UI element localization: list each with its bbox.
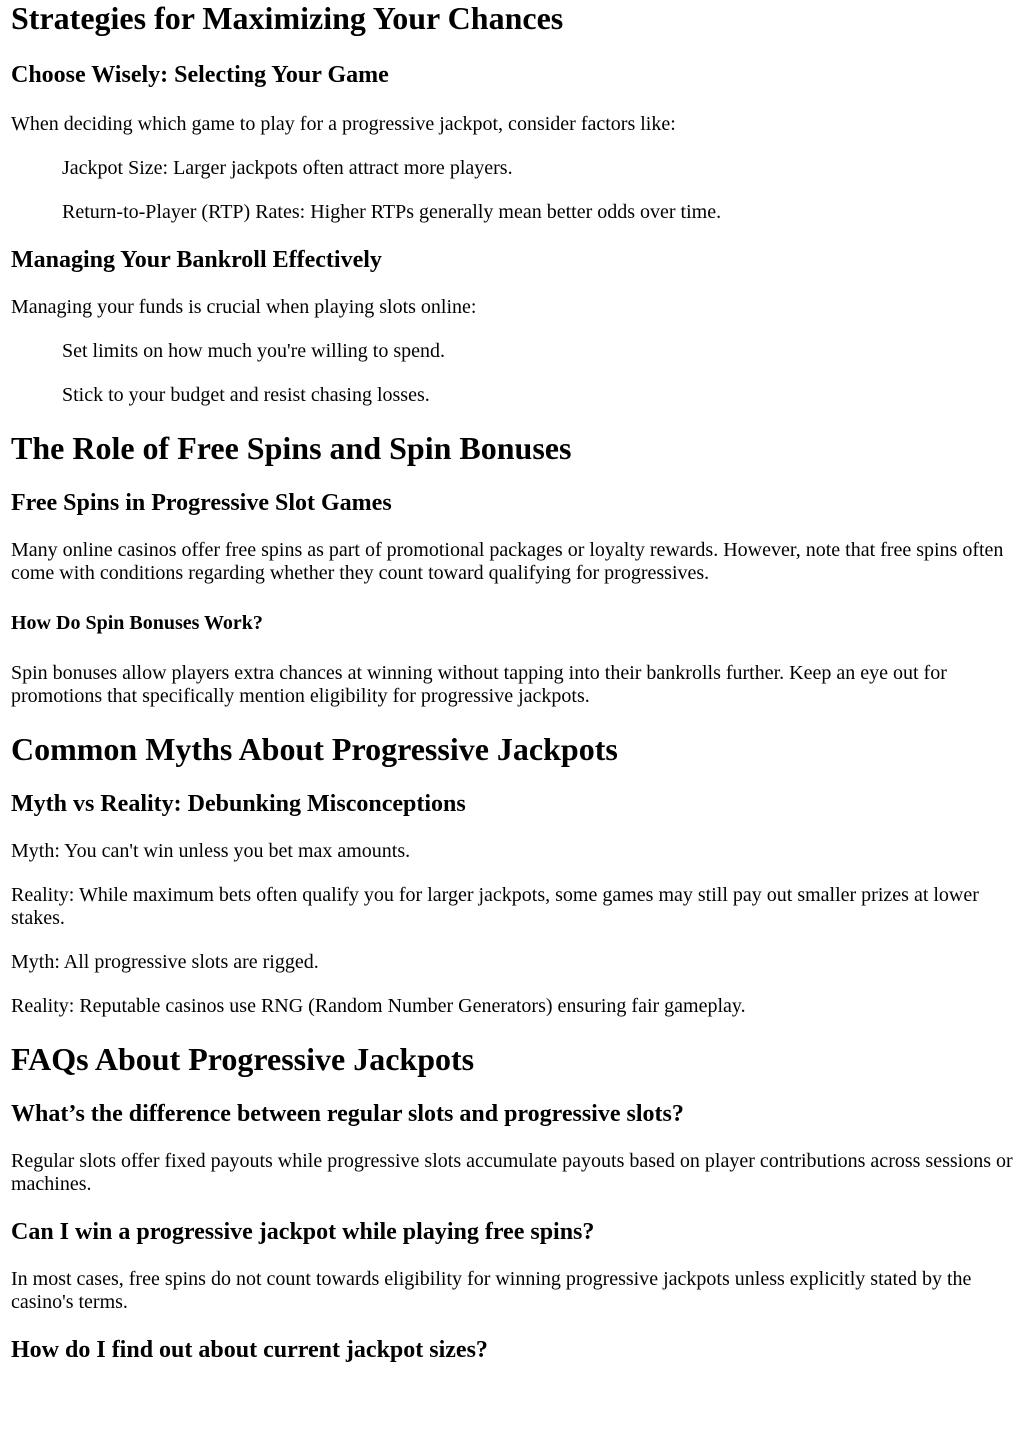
list-item: Set limits on how much you're willing to spend. [62,340,446,362]
section-heading-faqs: FAQs About Progressive Jackpots [11,1041,475,1077]
faq-question: Can I win a progressive jackpot while playing free spins? [11,1219,595,1245]
paragraph-free-spins: Many online casinos offer free spins as part of promotional packages or loyalty rewards. However, note that free spins often come with conditions regarding whether they count toward qualifying for progressives. [11,539,1004,584]
section-heading-free-spins: The Role of Free Spins and Spin Bonuses [11,430,572,466]
subheading-myth-vs-reality: Myth vs Reality: Debunking Misconceptions [11,791,466,817]
subheading-bankroll: Managing Your Bankroll Effectively [11,247,382,273]
section-heading-myths: Common Myths About Progressive Jackpots [11,731,618,767]
paragraph-myth: Myth: All progressive slots are rigged. [11,951,319,973]
paragraph-myth: Myth: You can't win unless you bet max amounts. [11,840,411,862]
section-heading-strategies: Strategies for Maximizing Your Chances [11,0,564,36]
faq-question: What’s the difference between regular slots and progressive slots? [11,1101,684,1127]
list-item: Return-to-Player (RTP) Rates: Higher RTPs generally mean better odds over time. [62,201,722,223]
faq-answer: In most cases, free spins do not count towards eligibility for winning progressive jackpots unless explicitly stated by the casino's terms. [11,1268,972,1313]
faq-answer: Regular slots offer fixed payouts while progressive slots accumulate payouts based on player contributions across sessions or machines. [11,1150,1013,1195]
subheading-free-spins-games: Free Spins in Progressive Slot Games [11,490,392,516]
faq-question: How do I find out about current jackpot sizes? [11,1337,488,1363]
paragraph-bankroll-intro: Managing your funds is crucial when playing slots online: [11,296,477,318]
paragraph-reality: Reality: While maximum bets often qualify you for larger jackpots, some games may still pay out smaller prizes at lower stakes. [11,884,979,929]
paragraph-choose-intro: When deciding which game to play for a progressive jackpot, consider factors like: [11,113,676,135]
paragraph-spin-bonuses: Spin bonuses allow players extra chances at winning without tapping into their bankrolls further. Keep an eye out for promotions that specifically mention eligibility for progressive jackpots. [11,662,947,707]
list-item: Stick to your budget and resist chasing losses. [62,384,430,406]
paragraph-reality: Reality: Reputable casinos use RNG (Random Number Generators) ensuring fair gameplay. [11,995,746,1017]
list-item: Jackpot Size: Larger jackpots often attract more players. [62,157,513,179]
subheading-choose-wisely: Choose Wisely: Selecting Your Game [11,62,389,88]
subheading-spin-bonuses: How Do Spin Bonuses Work? [11,612,263,634]
